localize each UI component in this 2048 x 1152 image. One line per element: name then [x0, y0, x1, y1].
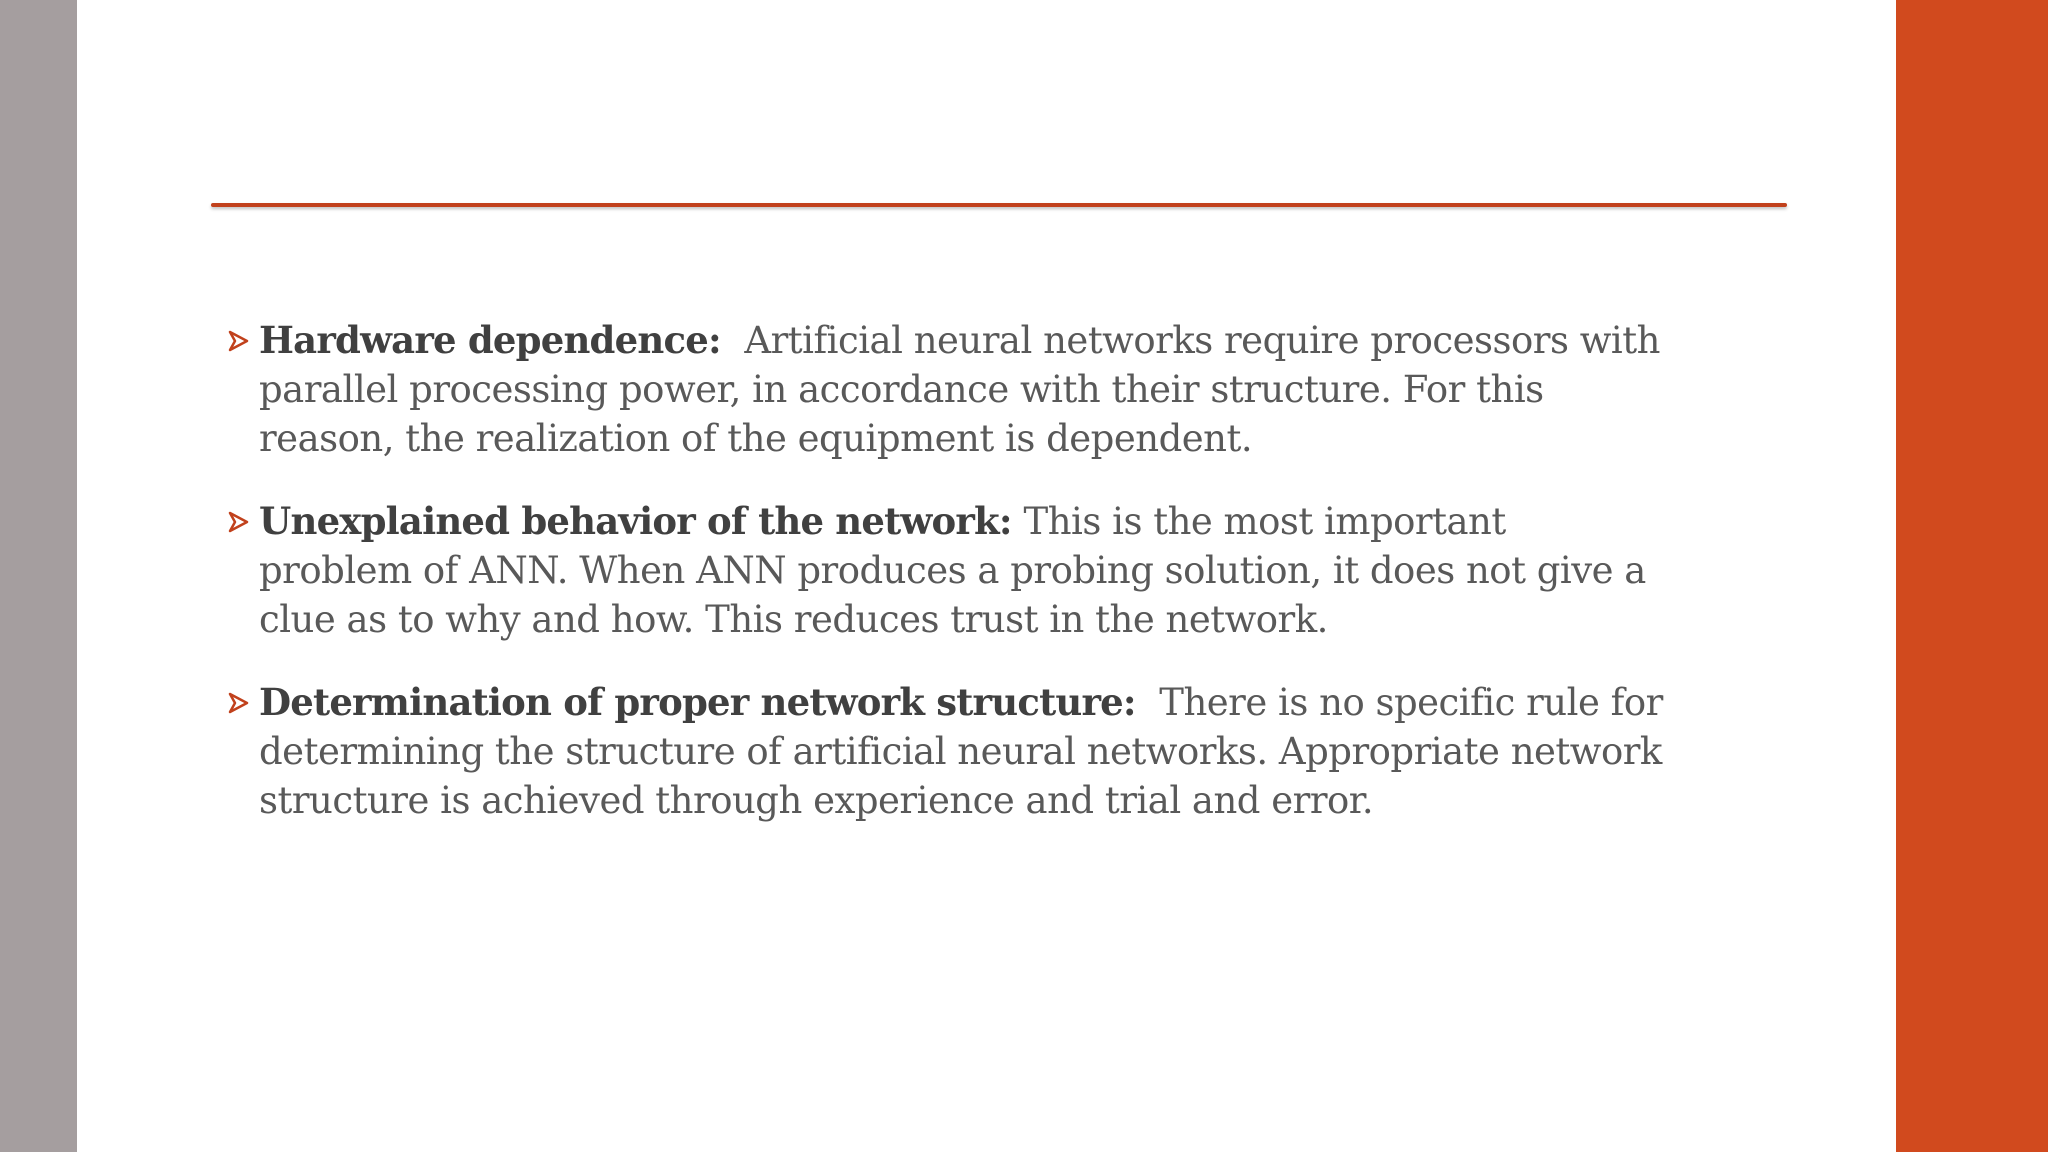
bullet-item-hardware-dependence [228, 316, 1668, 463]
bullet-text: There is no specific rule for determining the structure of artificial neural networks. Appropriate network structure is achieved through experience and trial and error. [259, 681, 1663, 822]
right-accent-bar [1896, 0, 2048, 1152]
arrow-bullet-icon [228, 691, 250, 715]
arrow-bullet-icon [228, 329, 250, 353]
bullet-term: Hardware dependence: [259, 318, 721, 362]
bullet-item-unexplained-behavior [228, 497, 1668, 644]
title-divider-line [211, 203, 1787, 207]
bullet-term: Unexplained behavior of the network: [259, 499, 1012, 543]
bullet-text: Artificial neural networks require processors with parallel processing power, in accordance with their structure. For this reason, the realization of the equipment is dependent. [259, 319, 1660, 460]
bullet-text: This is the most important problem of ANN. When ANN produces a probing solution, it does not give a clue as to why and how. This reduces trust in the network. [259, 500, 1646, 641]
arrow-bullet-icon [228, 510, 250, 534]
bullet-item-network-structure [228, 678, 1668, 825]
left-accent-bar [0, 0, 77, 1152]
bullet-list [228, 316, 1668, 859]
bullet-term: Determination of proper network structure: [259, 680, 1136, 724]
